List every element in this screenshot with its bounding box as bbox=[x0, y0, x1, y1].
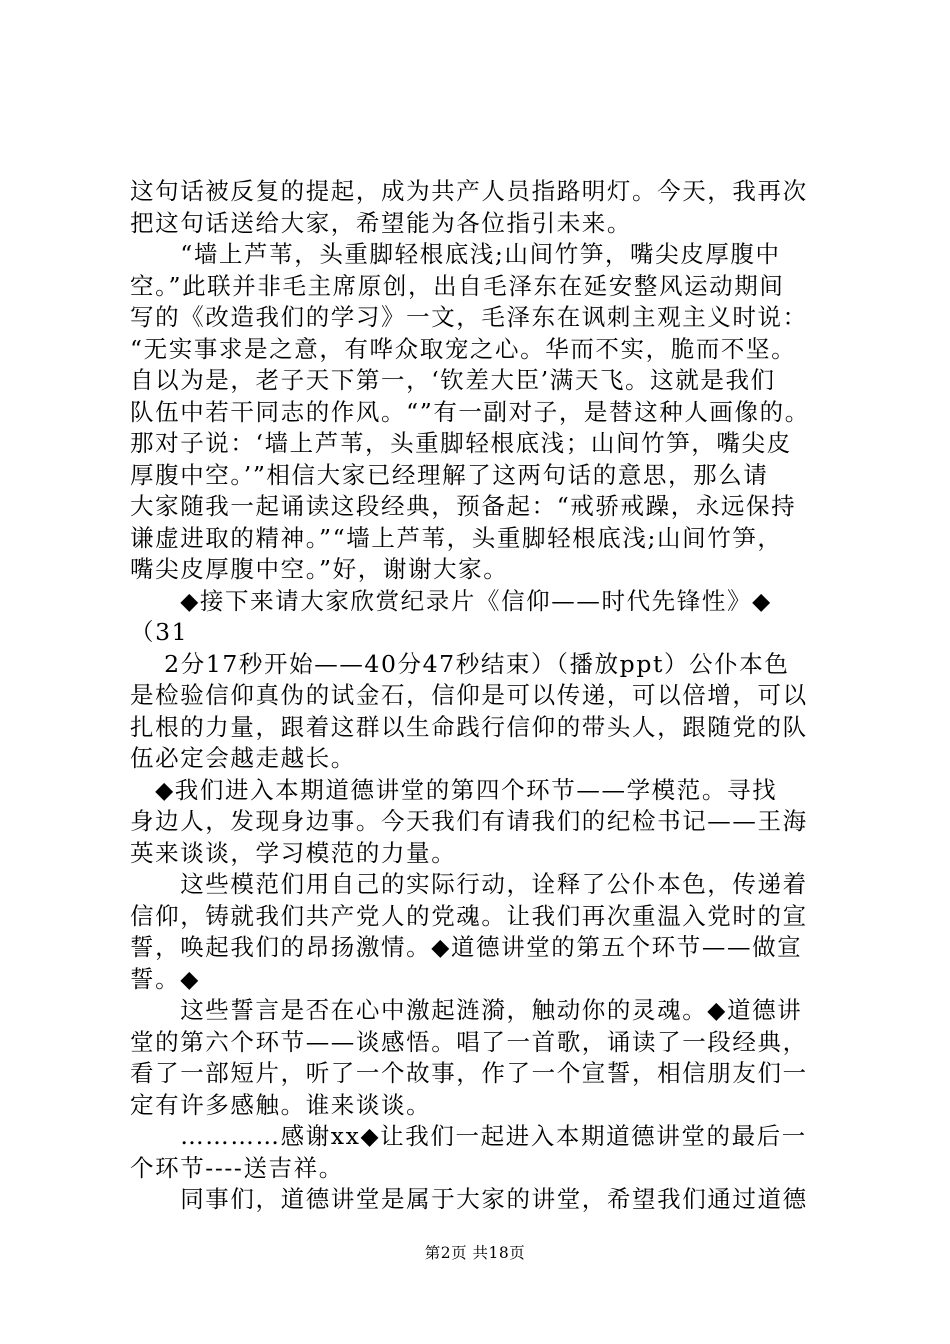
text-line: 誓。◆ bbox=[130, 964, 200, 993]
text-line: （31 bbox=[130, 618, 189, 646]
text-line: 2分17秒开始——40分47秒结束）（播放ppt）公仆本色 bbox=[130, 649, 790, 678]
text-line: “无实事求是之意，有哗众取宠之心。华而不实，脆而不坚。 bbox=[130, 334, 797, 363]
text-line: 信仰，铸就我们共产党人的党魂。让我们再次重温入党时的宣 bbox=[130, 901, 808, 930]
text-line: “墙上芦苇，头重脚轻根底浅;山间竹笋，嘴尖皮厚腹中 bbox=[130, 240, 781, 268]
text-line: 那对子说：‘墙上芦苇，头重脚轻根底浅；山间竹笋，嘴尖皮 bbox=[130, 429, 792, 457]
text-line: 空。”此联并非毛主席原创，出自毛泽东在延安整风运动期间 bbox=[130, 271, 785, 300]
text-line: 写的《改造我们的学习》一文，毛泽东在讽刺主观主义时说： bbox=[130, 303, 808, 331]
text-line: ◆我们进入本期道德讲堂的第四个环节——学模范。寻找 bbox=[130, 775, 778, 804]
text-line: 这句话被反复的提起，成为共产人员指路明灯。今天，我再次 bbox=[130, 177, 808, 205]
text-line: 是检验信仰真伪的试金石，信仰是可以传递，可以倍增，可以 bbox=[130, 681, 808, 709]
text-line: 伍必定会越走越长。 bbox=[130, 744, 356, 772]
text-line: 厚腹中空。’”相信大家已经理解了这两句话的意思，那么请 bbox=[130, 460, 769, 489]
text-line: 这些誓言是否在心中激起涟漪，触动你的灵魂。◆道德讲 bbox=[130, 996, 803, 1024]
text-line: 大家随我一起诵读这段经典，预备起：“戒骄戒躁，永远保持 bbox=[130, 492, 797, 520]
text-line: 队伍中若干同志的作风。“”有一副对子，是替这种人画像的。 bbox=[130, 397, 810, 426]
text-line: 英来谈谈，学习模范的力量。 bbox=[130, 838, 457, 867]
text-line: 堂的第六个环节——谈感悟。唱了一首歌，诵读了一段经典， bbox=[130, 1027, 808, 1056]
text-line: …………感谢xx◆让我们一起进入本期道德讲堂的最后一 bbox=[130, 1122, 807, 1150]
text-line: 个环节----送吉祥。 bbox=[130, 1153, 344, 1182]
body-text bbox=[130, 176, 830, 1216]
text-line: 把这句话送给大家，希望能为各位指引未来。 bbox=[130, 208, 632, 237]
text-line: 同事们，道德讲堂是属于大家的讲堂，希望我们通过道德 bbox=[130, 1185, 808, 1213]
text-line: 誓，唤起我们的昂扬激情。◆道德讲堂的第五个环节——做宣 bbox=[130, 933, 803, 961]
text-line: 嘴尖皮厚腹中空。”好，谢谢大家。 bbox=[130, 555, 509, 583]
text-line: 扎根的力量，跟着这群以生命践行信仰的带头人，跟随党的队 bbox=[130, 712, 808, 741]
text-line: 自以为是，老子天下第一，‘钦差大臣’满天飞。这就是我们 bbox=[130, 366, 776, 394]
text-line: 谦虚进取的精神。”“墙上芦苇，头重脚轻根底浅;山间竹笋， bbox=[130, 523, 783, 552]
text-line: 这些模范们用自己的实际行动，诠释了公仆本色，传递着 bbox=[130, 870, 808, 898]
text-line: 看了一部短片，听了一个故事，作了一个宣誓，相信朋友们一 bbox=[130, 1059, 808, 1087]
text-line: 定有许多感触。谁来谈谈。 bbox=[130, 1090, 432, 1119]
page-number-footer: 第2页 共18页 bbox=[424, 1244, 526, 1262]
text-line: ◆接下来请大家欣赏纪录片《信仰——时代先锋性》◆ bbox=[130, 586, 772, 615]
text-line: 身边人，发现身边事。今天我们有请我们的纪检书记——王海 bbox=[130, 807, 808, 835]
